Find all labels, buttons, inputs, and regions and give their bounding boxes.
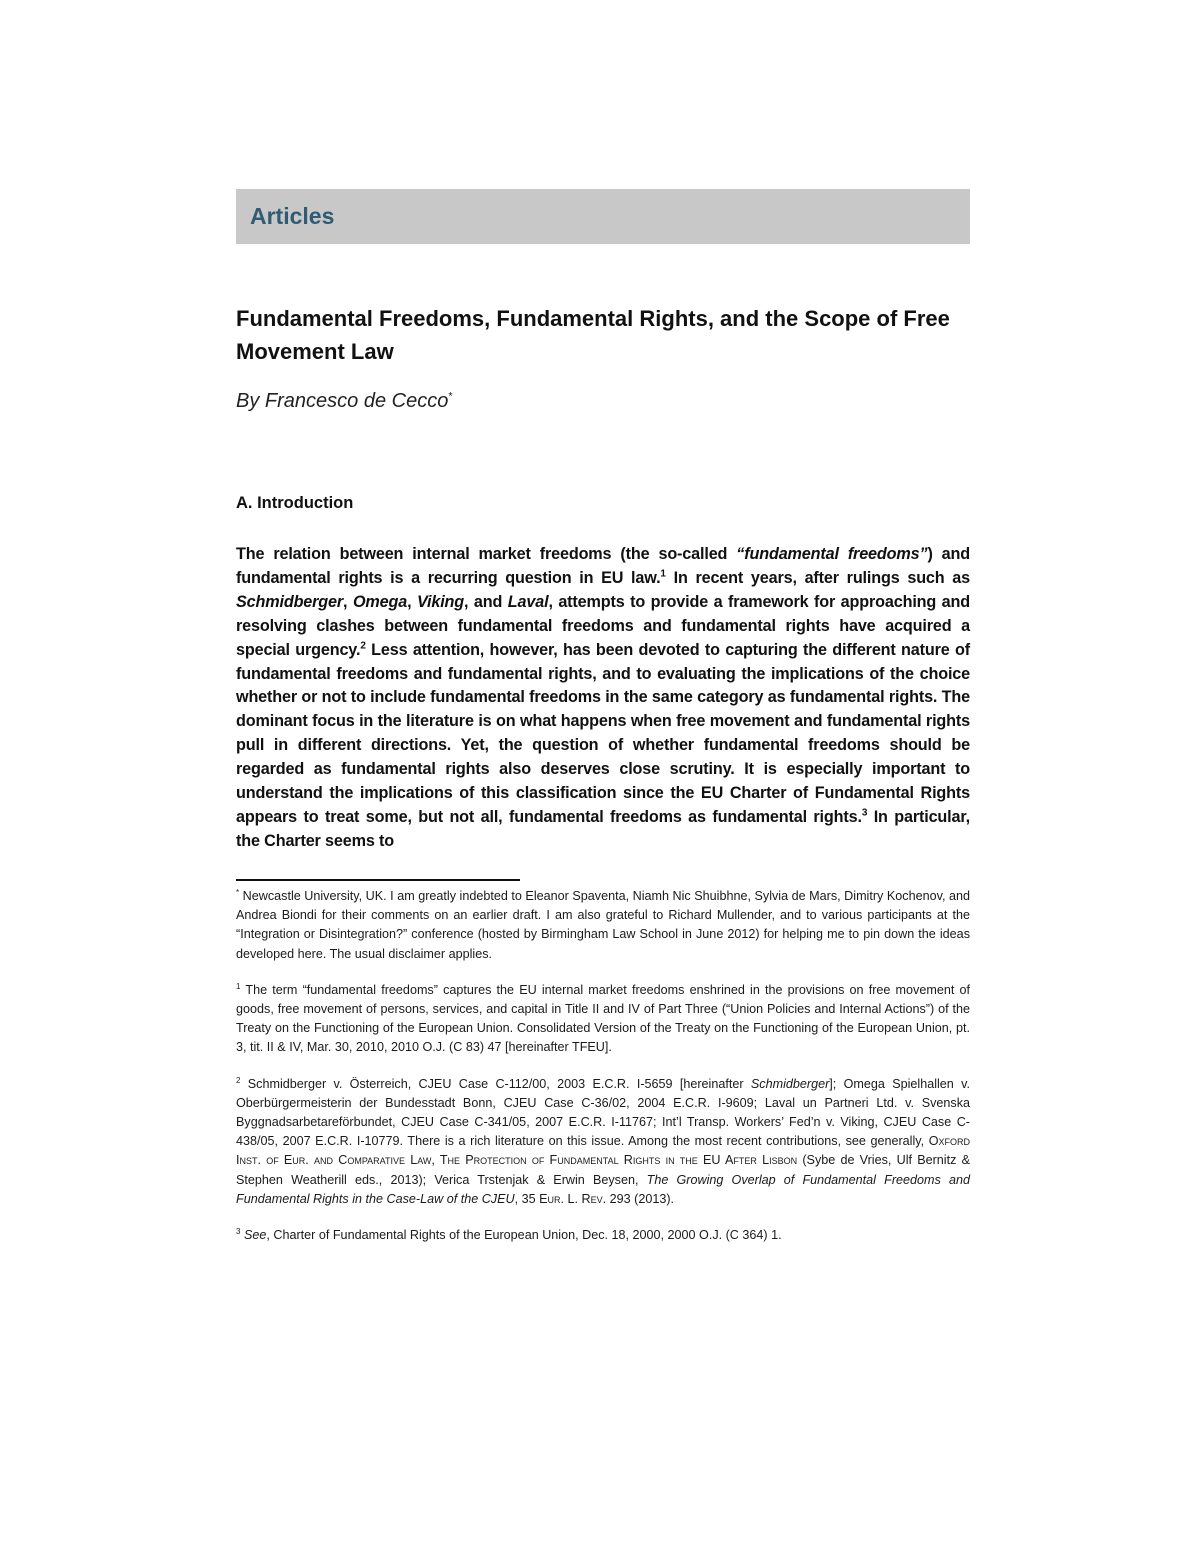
footnote-text: 293 (2013). <box>606 1191 675 1206</box>
author-footnote-mark[interactable]: * <box>448 390 453 403</box>
author-name: By Francesco de Cecco <box>236 390 449 412</box>
section-heading-introduction: A. Introduction <box>236 494 354 512</box>
footnote-text: (Sybe de Vries, Ulf Bernitz & Stephen Weatherill eds., 2013); Verica Trstenjak & Erwin Beysen, <box>236 1153 970 1187</box>
footnote-2 <box>236 1075 970 1209</box>
footnotes <box>236 887 970 1262</box>
body-text-run: The relation between internal market freedoms (the so-called <box>236 545 737 563</box>
footnote-ref-1[interactable]: 1 <box>660 568 666 580</box>
footnote-separator <box>236 879 520 881</box>
case-name: Omega <box>352 592 408 611</box>
body-text-run: , attempts to provide a framework for approaching and resolving clashes between fundamental freedoms and fundamental rights have acquired a special urgency. <box>236 592 971 659</box>
body-text-run: In recent years, after rulings such as <box>665 568 970 587</box>
body-text-italic: “fundamental freedoms” <box>736 545 928 563</box>
footnote-text: Newcastle University, UK. I am greatly indebted to Eleanor Spaventa, Niamh Nic Shuibhne, Sylvia de Mars, Dimitry Kochenov, and Andrea Biondi for their comments on an earlier draft. I am also grateful to Richard Mullender, and to various participants at the “Integration or Disintegration?” conference (hosted by Birmingham Law School in June 2012) for helping me to pin down the ideas developed here. The usual disclaimer applies. <box>236 889 970 961</box>
body-text-run: Less attention, however, has been devoted to capturing the different nature of fundamental freedoms and fundamental rights, and to evaluating the implications of the choice whether or not to include fundamental freedoms in the same category as fundamental rights. The dominant focus in the literature is on what happens when free movement and fundamental rights pull in different directions. Yet, the question of whether fundamental freedoms should be regarded as fundamental rights also deserves close scrutiny. It is especially important to understand the implications of this classification since the EU Charter of Fundamental Rights appears to treat some, but not all, fundamental freedoms as fundamental rights. <box>236 640 970 826</box>
footnote-mark: 2 <box>236 1075 241 1085</box>
article-title: Fundamental Freedoms, Fundamental Rights, and the Scope of Free Movement Law <box>236 306 950 364</box>
footnote-ref-3[interactable]: 3 <box>861 807 868 819</box>
footnote-author <box>236 887 970 964</box>
footnote-italic: Schmidberger <box>750 1076 830 1091</box>
footnote-text: , 35 <box>514 1191 540 1206</box>
footnote-text: , Charter of Fundamental Rights of the European Union, Dec. 18, 2000, 2000 O.J. (C 364) 1. <box>266 1228 782 1243</box>
footnote-italic: The Growing Overlap of Fundamental Freedoms and Fundamental Rights in the Case-Law of the CJEU <box>236 1172 970 1206</box>
footnote-text: Schmidberger v. Österreich, CJEU Case C-112/00, 2003 E.C.R. I-5659 [hereinafter <box>240 1076 751 1091</box>
case-name: Viking <box>416 592 465 611</box>
footnote-3 <box>236 1226 970 1245</box>
footnote-text: ]; Omega Spielhallen v. Oberbürgermeisterin der Bundesstadt Bonn, CJEU Case C-36/02, 2004 E.C.R. I-9609; Laval un Partneri Ltd. v. Svenska Byggnadsarbetareförbundet, CJEU Case C-341/05, 2007 E.C.R. I-11767; Int’l Transp. Workers’ Fed’n v. Viking, CJEU Case C-438/05, 2007 E.C.R. I-10779. There is a rich literature on this issue. Among the most recent contributions, see generally, <box>236 1076 970 1149</box>
body-text-run: ) and fundamental rights is a recurring question in EU law. <box>236 545 971 587</box>
footnote-mark: * <box>236 887 240 897</box>
case-name: Laval <box>507 592 549 611</box>
section-banner <box>236 189 970 244</box>
footnote-ref-2[interactable]: 2 <box>360 640 366 652</box>
footnote-text: The term “fundamental freedoms” captures the EU internal market freedoms enshrined in the provisions on free movement of goods, free movement of persons, services, and capital in Title II and IV of Part Three (“Union Policies and Internal Actions”) of the Treaty on the Functioning of the European Union. Consolidated Version of the Treaty on the Functioning of the European Union, pt. 3, tit. II & IV, Mar. 30, 2010, 2010 O.J. (C 83) 47 [hereinafter TFEU]. <box>236 982 970 1055</box>
body-text-run: In particular, the Charter seems to <box>236 807 970 850</box>
footnote-mark: 3 <box>236 1226 241 1236</box>
footnote-small-caps: Oxford Inst. of Eur. and Comparative Law, The Protection of Fundamental Rights in the EU After Lisbon <box>236 1134 970 1168</box>
footnote-italic: See <box>243 1228 267 1243</box>
footnote-mark: 1 <box>236 981 241 991</box>
introduction-paragraph: The relation between internal market freedoms (the so-called “fundamental freedoms”) and fundamental rights is a recurring question in EU law.$^1$ In recent years, after rulings such as Schmidberger, Omega, Viking, and Laval, attempts to provide a framework for approaching and resolving clashes between fundamental freedoms and fundamental rights have acquired a special urgency.$^2$ Less attention, however, has been devoted to capturing the different nature of fundamental freedoms and fundamental rights, and to evaluating the implications of the choice whether or not to include fundamental freedoms in the same category as fundamental rights. The dominant focus in the literature is on what happens when free movement and fundamental rights pull in different directions. Yet, the question of whether fundamental freedoms should be regarded as fundamental rights also deserves close scrutiny. It is especially important to understand the implications of this classification since the EU Charter of Fundamental Rights appears to treat some, but not all, fundamental freedoms as fundamental rights.$^3$ In particular, the Charter seems to <box>236 545 971 850</box>
section-label: Articles <box>250 203 335 229</box>
case-name: Schmidberger <box>236 592 344 611</box>
author-byline <box>236 390 453 413</box>
footnote-1 <box>236 981 970 1058</box>
footnote-small-caps: Eur. L. Rev. <box>539 1191 607 1206</box>
